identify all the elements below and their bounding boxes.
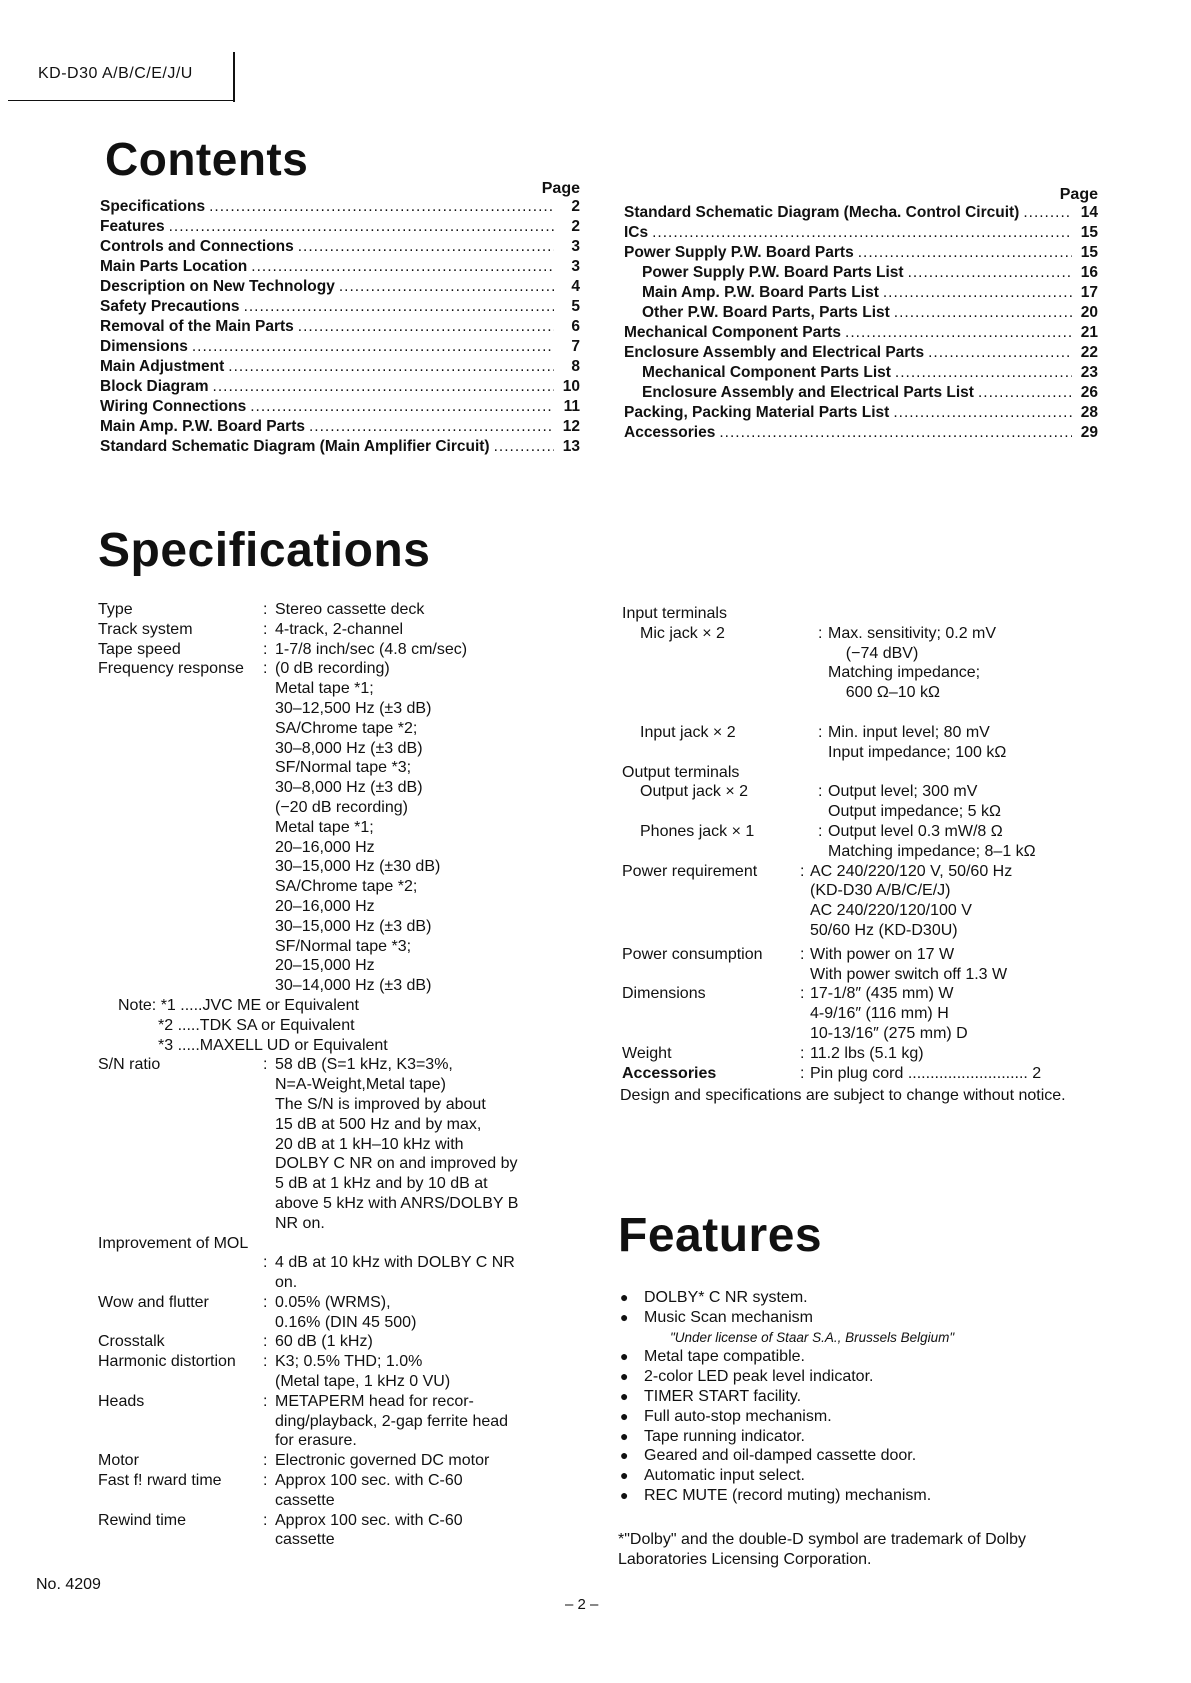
toc-right-column xyxy=(624,186,1098,444)
toc-entry[interactable]: Dimensions ..... 7 xyxy=(100,338,580,358)
toc-entry[interactable]: Power Supply P.W. Board Parts List ..... 16 xyxy=(624,264,1098,284)
spec-power-requirement: Power requirement : AC 240/220/120 V, 50/60 Hz (KD-D30 A/B/C/E/J) AC 240/220/120/100 V 50/60 Hz (KD-D30U) xyxy=(622,862,1013,939)
toc-entry[interactable]: Safety Precautions ..... 5 xyxy=(100,298,580,318)
spec-heads: Heads : METAPERM head for recor- ding/playback, 2-gap ferrite head for erasure. xyxy=(98,1392,509,1450)
spec-accessories: Accessories : Pin plug cord ........................... 2 xyxy=(622,1064,1042,1082)
specifications-title: Specifications xyxy=(98,524,431,577)
list-item: ● DOLBY* C NR system. xyxy=(620,1289,808,1306)
list-item: ● Automatic input select. xyxy=(620,1467,805,1485)
toc-entry[interactable]: Packing, Packing Material Parts List ..... 28 xyxy=(624,404,1098,424)
spec-crosstalk: Crosstalk : 60 dB (1 kHz) xyxy=(98,1333,373,1351)
spec-mic-jack: Mic jack × 2 : Max. sensitivity; 0.2 mV (−74 dBV) Matching impedance; 600 Ω–10 kΩ xyxy=(640,624,997,702)
toc-entry[interactable]: Standard Schematic Diagram (Main Amplifier Circuit) ..... 13 xyxy=(100,438,580,458)
toc-entry[interactable]: Main Parts Location ..... 3 xyxy=(100,258,580,278)
toc-entry[interactable]: Accessories ..... 29 xyxy=(624,424,1098,444)
toc-entry[interactable]: Block Diagram ..... 10 xyxy=(100,378,580,398)
spec-mol: : 4 dB at 10 kHz with DOLBY C NR on. xyxy=(263,1254,515,1292)
toc-entry[interactable]: Enclosure Assembly and Electrical Parts List ..... 26 xyxy=(624,384,1098,404)
header-divider-horizontal xyxy=(8,100,235,101)
list-item: ● Geared and oil-damped cassette door. xyxy=(620,1447,917,1465)
toc-entry[interactable]: Mechanical Component Parts ..... 21 xyxy=(624,324,1098,344)
spec-phones-jack: Phones jack × 1 : Output level 0.3 mW/8 Ω Matching impedance; 8–1 kΩ xyxy=(640,822,1036,860)
spec-input-terminals-title: Input terminals xyxy=(622,605,727,622)
toc-entry[interactable]: Mechanical Component Parts List ..... 23 xyxy=(624,364,1098,384)
toc-entry[interactable]: Specifications ..... 2 xyxy=(100,198,580,218)
spec-type: Type : Stereo cassette deck xyxy=(98,601,425,618)
toc-entry[interactable]: Main Adjustment ..... 8 xyxy=(100,358,580,378)
spec-track: Track system : 4-track, 2-channel xyxy=(98,620,404,638)
toc-entry[interactable]: Features ..... 2 xyxy=(100,218,580,238)
spec-power-consumption: Power consumption : With power on 17 W With power switch off 1.3 W xyxy=(622,945,1008,983)
spec-sn: S/N ratio : 58 dB (S=1 kHz, K3=3%, N=A-Weight,Metal tape) The S/N is improved by about 15 dB at 500 Hz and by max, 20 dB at 1 kH–10 kHz with DOLBY C NR on and improved by 5 dB at 1 kHz and by 10 dB at above 5 kHz with ANRS/DOLBY B NR on. xyxy=(98,1056,519,1232)
spec-right-column xyxy=(622,604,1102,1083)
features-title: Features xyxy=(618,1209,823,1262)
spec-output-jack: Output jack × 2 : Output level; 300 mV Output impedance; 5 kΩ xyxy=(640,783,1001,821)
toc-entry[interactable]: ICs ..... 15 xyxy=(624,224,1098,244)
spec-note: Note: *1 .....JVC ME or Equivalent *2 .....TDK SA or Equivalent *3 .....MAXELL UD or Equivalent xyxy=(118,996,388,1054)
toc-entry[interactable]: Description on New Technology ..... 4 xyxy=(100,278,580,298)
list-item: ● Full auto-stop mechanism. xyxy=(620,1407,832,1425)
toc-entry[interactable]: Controls and Connections ..... 3 xyxy=(100,238,580,258)
page-number: – 2 – xyxy=(565,1596,599,1613)
spec-input-jack: Input jack × 2 : Min. input level; 80 mV Input impedance; 100 kΩ xyxy=(640,723,1007,761)
header-divider-vertical xyxy=(233,52,235,102)
spec-rewind: Rewind time : Approx 100 sec. with C-60 cassette xyxy=(98,1511,463,1549)
spec-weight: Weight : 11.2 lbs (5.1 kg) xyxy=(622,1044,924,1062)
list-item: ● REC MUTE (record muting) mechanism. xyxy=(620,1486,932,1504)
spec-mol-label: Improvement of MOL xyxy=(98,1234,249,1252)
toc-entry[interactable]: Other P.W. Board Parts, Parts List ..... 20 xyxy=(624,304,1098,324)
toc-page-label: Page xyxy=(1059,186,1098,203)
spec-motor: Motor : Electronic governed DC motor xyxy=(98,1452,490,1470)
spec-output-terminals-title: Output terminals xyxy=(622,763,740,781)
toc-entry[interactable]: Power Supply P.W. Board Parts ..... 15 xyxy=(624,244,1098,264)
list-item: ● TIMER START facility. xyxy=(620,1387,802,1405)
spec-frequency: Frequency response : (0 dB recording) Metal tape *1; 30–12,500 Hz (±3 dB) SA/Chrome tape *2; 30–8,000 Hz (±3 dB) SF/Normal tape *3; 30–8,000 Hz (±3 dB) (−20 dB recording) Metal tape *1; 20–16,000 Hz 30–15,000 Hz (±30 dB) SA/Chrome tape *2; 20–16,000 Hz 30–15,000 Hz (±3 dB) SF/Normal tape *3; 20–15,000 Hz 30–14,000 Hz (±3 dB) xyxy=(98,660,441,995)
list-item: ● Music Scan mechanism xyxy=(620,1308,813,1326)
toc-entry[interactable]: Wiring Connections ..... 11 xyxy=(100,398,580,418)
list-item: ● 2-color LED peak level indicator. xyxy=(620,1368,874,1386)
list-item: ● Metal tape compatible. xyxy=(620,1348,805,1366)
spec-fast-forward: Fast f! rward time : Approx 100 sec. with C-60 cassette xyxy=(98,1472,463,1509)
spec-wow: Wow and flutter : 0.05% (WRMS), 0.16% (DIN 45 500) xyxy=(98,1293,417,1331)
spec-change-notice: Design and specifications are subject to change without notice. xyxy=(620,1087,1066,1104)
toc-entry[interactable]: Standard Schematic Diagram (Mecha. Control Circuit) ..... 14 xyxy=(624,204,1098,224)
trademark-note: *"Dolby" and the double-D symbol are trademark of Dolby Laboratories Licensing Corporation. xyxy=(618,1531,1026,1568)
toc-left-column xyxy=(100,180,580,458)
toc-entry[interactable]: Removal of the Main Parts ..... 6 xyxy=(100,318,580,338)
toc-entry[interactable]: Main Amp. P.W. Board Parts ..... 12 xyxy=(100,418,580,438)
spec-speed: Tape speed : 1-7/8 inch/sec (4.8 cm/sec) xyxy=(98,640,468,658)
list-item: ● Tape running indicator. xyxy=(620,1427,805,1445)
toc-entry[interactable]: Main Amp. P.W. Board Parts List ..... 17 xyxy=(624,284,1098,304)
spec-dimensions: Dimensions : 17-1/8″ (435 mm) W 4-9/16″ (116 mm) H 10-13/16″ (275 mm) D xyxy=(622,985,968,1042)
model-number: KD-D30 A/B/C/E/J/U xyxy=(38,65,193,82)
toc-entry[interactable]: Enclosure Assembly and Electrical Parts ..... 22 xyxy=(624,344,1098,364)
document-number: No. 4209 xyxy=(36,1576,101,1593)
contents-title: Contents xyxy=(105,133,309,185)
features-list xyxy=(620,1288,1090,1506)
license-note: "Under license of Staar S.A., Brussels Belgium" xyxy=(670,1329,955,1345)
toc-page-label: Page xyxy=(541,180,580,197)
spec-harmonic: Harmonic distortion : K3; 0.5% THD; 1.0% (Metal tape, 1 kHz 0 VU) xyxy=(98,1353,451,1391)
spec-left-column xyxy=(98,600,598,1550)
